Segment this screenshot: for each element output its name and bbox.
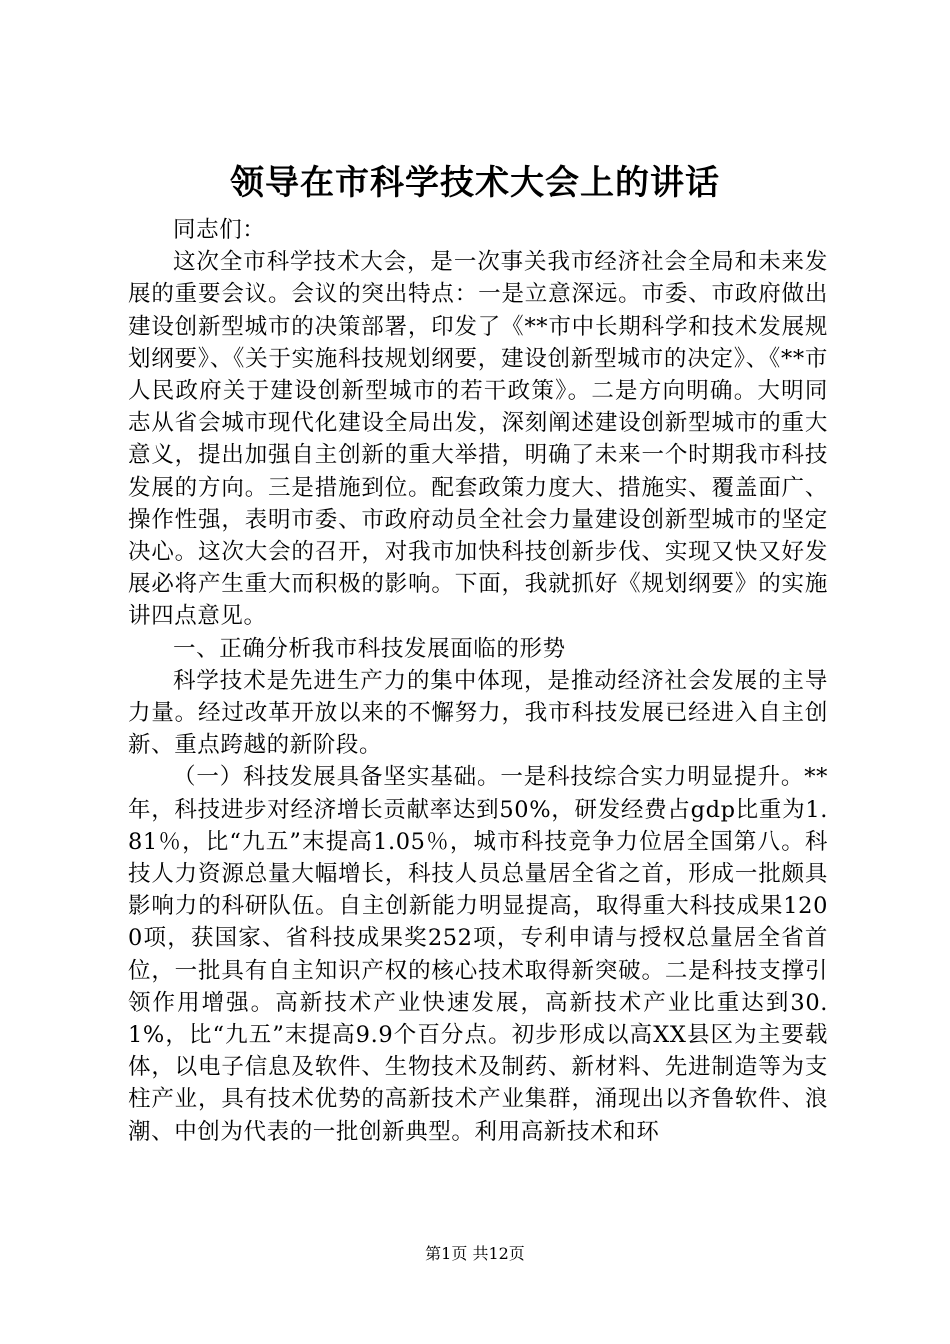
document-title: 领导在市科学技术大会上的讲话: [230, 163, 720, 203]
paragraph-section-1: 科学技术是先进生产力的集中体现，是推动经济社会发展的主导力量。经过改革开放以来的不懈努力，我市科技发展已经进入自主创新、重点跨越的新阶段。: [128, 667, 828, 759]
salutation: 同志们：: [173, 217, 266, 243]
paragraph-intro: 这次全市科学技术大会，是一次事关我市经济社会全局和未来发展的重要会议。会议的突出特点：一是立意深远。市委、市政府做出建设创新型城市的决策部署，印发了《**市中长期科学和技术发展规划纲要》、《关于实施科技规划纲要，建设创新型城市的决定》、《**市人民政府关于建设创新型城市的若干政策》。二是方向明确。大明同志从省会城市现代化建设全局出发，深刻阐述建设创新型城市的重大意义，提出加强自主创新的重大举措，明确了未来一个时期我市科技发展的方向。三是措施到位。配套政策力度大、措施实、覆盖面广、操作性强，表明市委、市政府动员全社会力量建设创新型城市的坚定决心。这次大会的召开，对我市加快科技创新步伐、实现又快又好发展必将产生重大而积极的影响。下面，我就抓好《规划纲要》的实施讲四点意见。: [128, 249, 828, 630]
section-heading-1: 一、正确分析我市科技发展面临的形势: [173, 635, 566, 662]
paragraph-subsection-1: （一）科技发展具备坚实基础。一是科技综合实力明显提升。**年，科技进步对经济增长贡献率达到50%，研发经费占gdp比重为1.81％，比“九五”末提高1.05％，城市科技竞争力位居全国第八。科技人力资源总量大幅增长，科技人员总量居全省之首，形成一批颇具影响力的科研队伍。自主创新能力明显提高，取得重大科技成果1200项，获国家、省科技成果奖252项，专利申请与授权总量居全省首位，一批具有自主知识产权的核心技术取得新突破。二是科技支撑引领作用增强。高新技术产业快速发展，高新技术产业比重达到30.1%，比“九五”末提高9.9个百分点。初步形成以高XX县区为主要载体，以电子信息及软件、生物技术及制药、新材料、先进制造等为支柱产业，具有技术优势的高新技术产业集群，涌现出以齐鲁软件、浪潮、中创为代表的一批创新典型。利用高新技术和环: [128, 764, 828, 1145]
page-footer: 第1页 共12页: [425, 1244, 525, 1263]
document-body: [128, 214, 828, 1148]
